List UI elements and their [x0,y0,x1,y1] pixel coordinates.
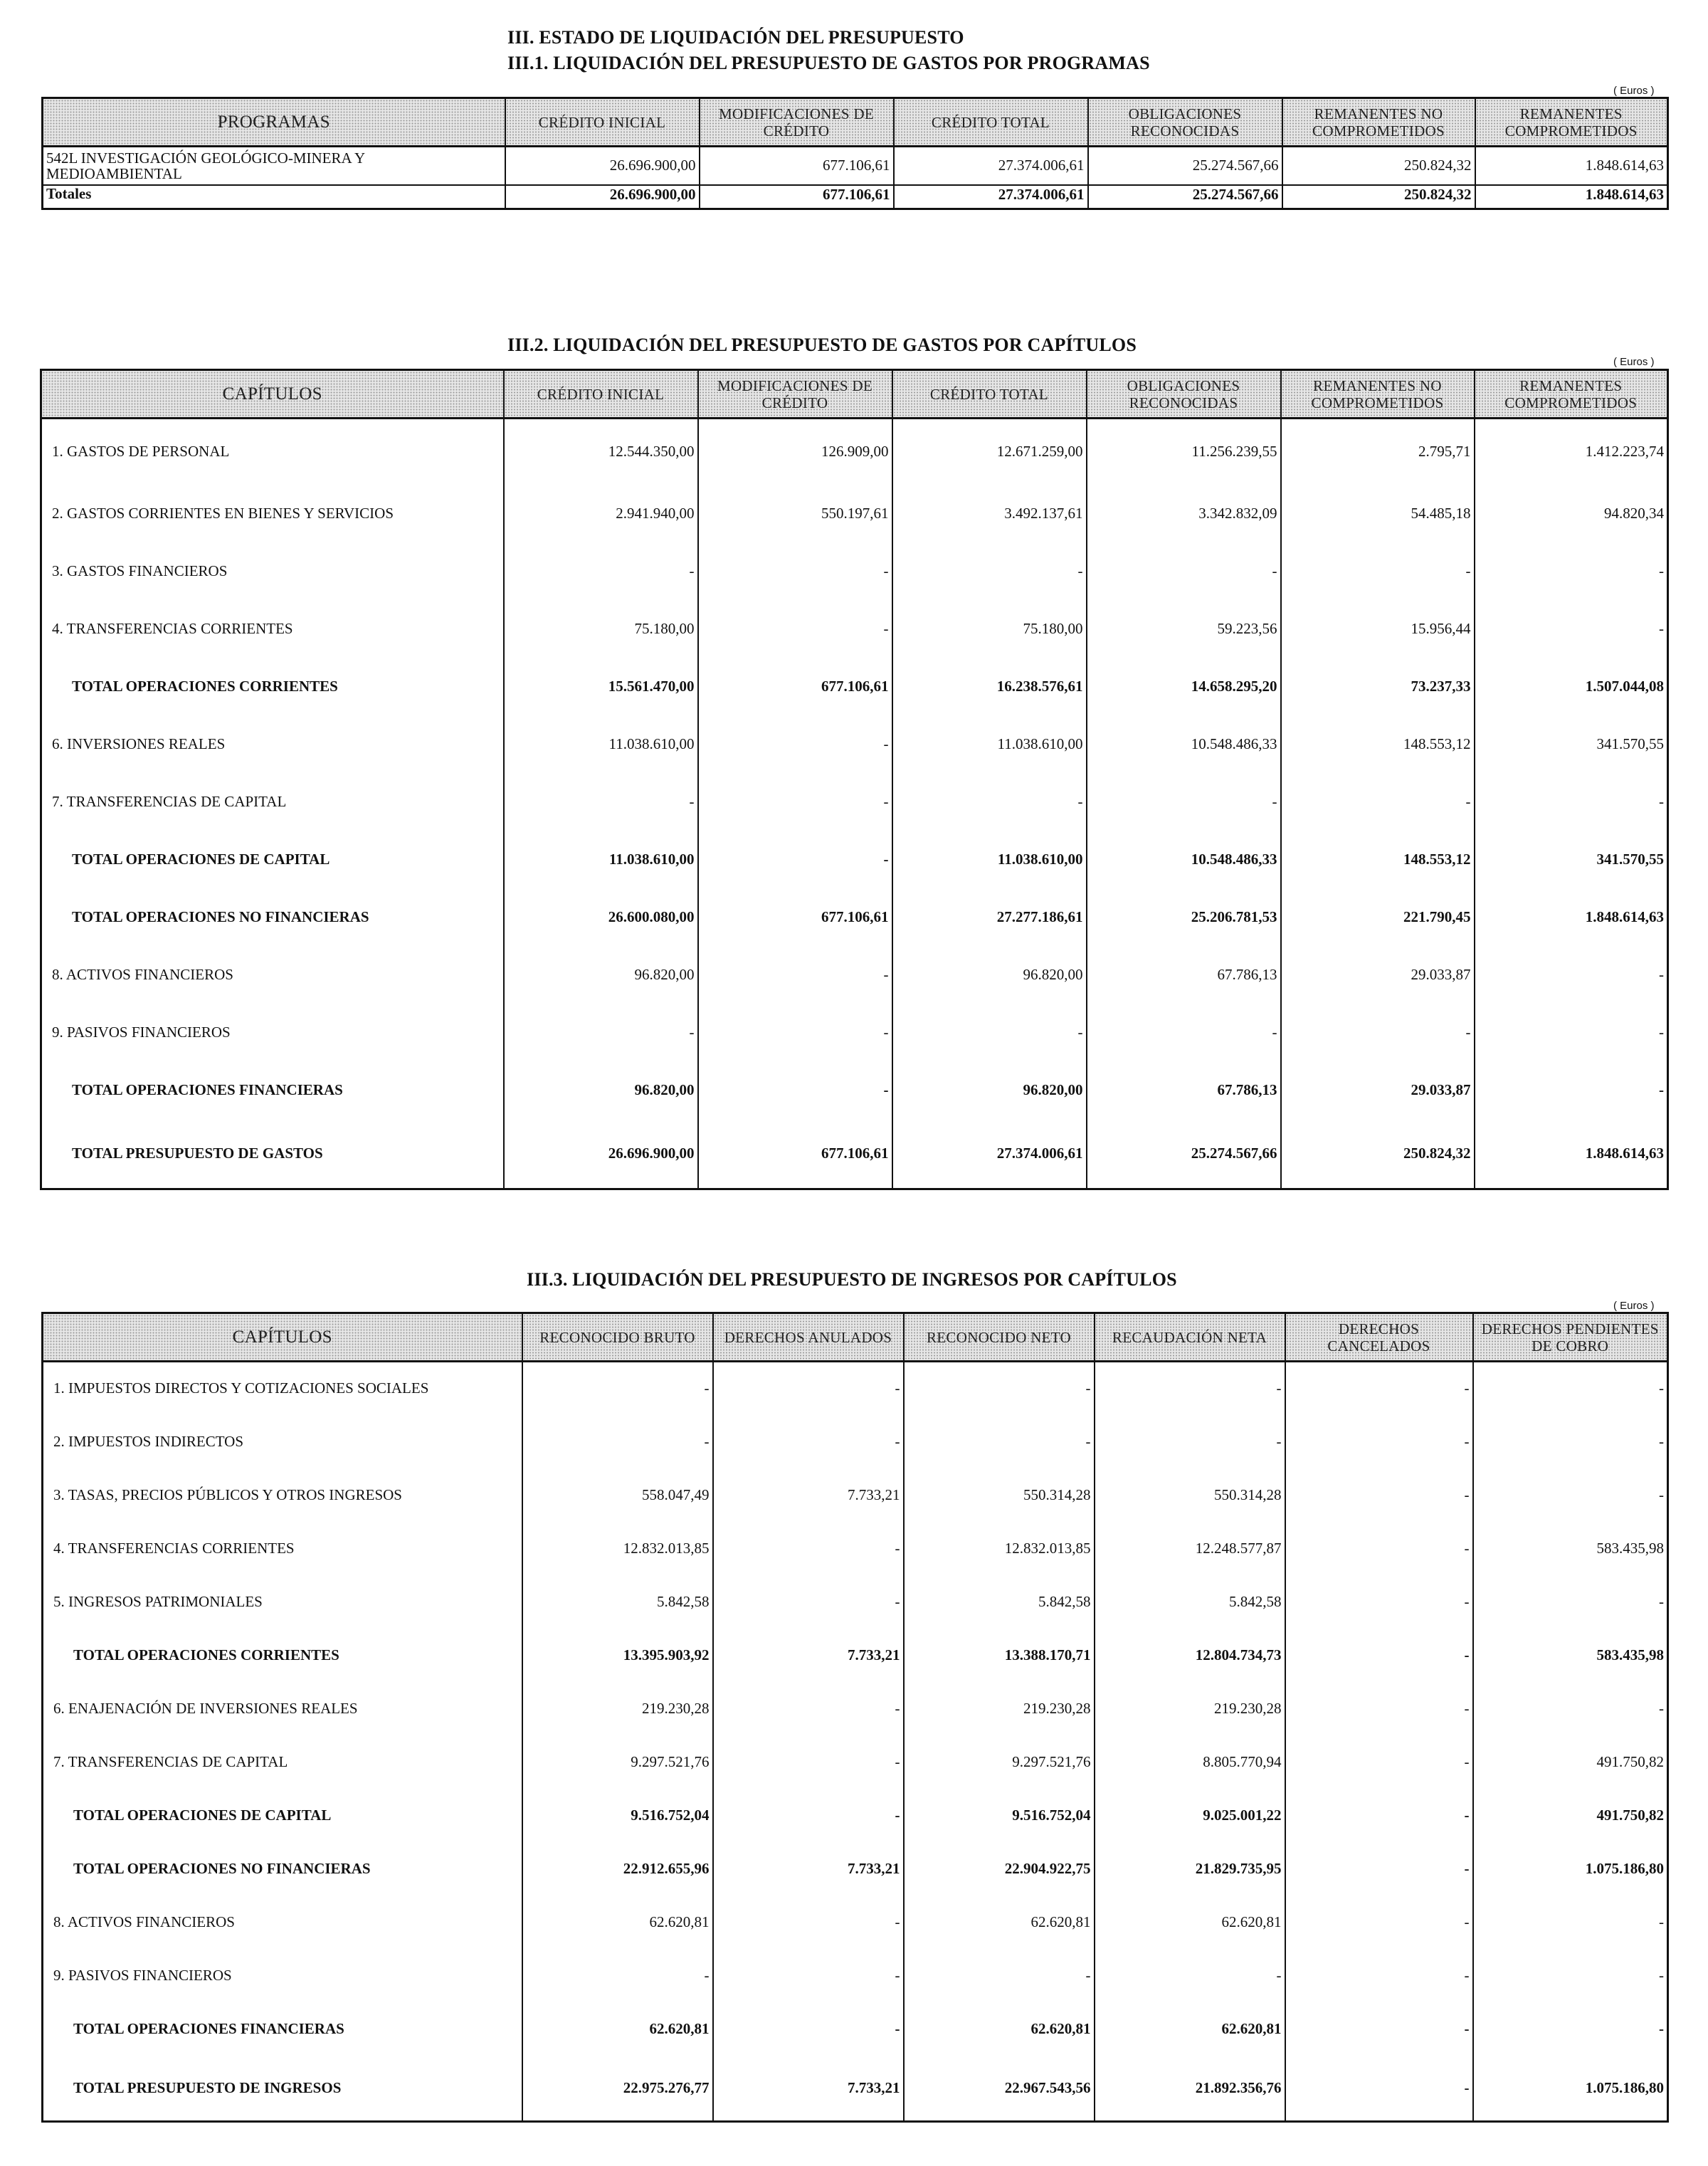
cell-derechos-anulados: 7.733,21 [713,2056,904,2122]
cell-credito-total: 75.180,00 [892,600,1087,658]
cell-derechos-anulados: - [713,1949,904,2002]
cell-credito-inicial: 26.696.900,00 [504,1119,698,1189]
cell-credito-total: 96.820,00 [892,946,1087,1004]
cell-remanentes-comprometidos: - [1475,600,1668,658]
table-row [43,1575,1668,1629]
row-label: TOTAL OPERACIONES CORRIENTES [43,1629,522,1682]
column-header-reconocido-neto: RECONOCIDO NETO [904,1313,1095,1362]
cell-reconocido-neto: - [904,1949,1095,2002]
row-label: 7. TRANSFERENCIAS DE CAPITAL [41,773,504,831]
cell-recaudacion-neta: 21.829.735,95 [1095,1842,1285,1896]
cell-credito-total: 27.277.186,61 [892,888,1087,946]
cell-modificaciones-de-credito: 677.106,61 [698,658,892,715]
cell-obligaciones-reconocidas: 3.342.832,09 [1087,485,1281,542]
column-header-remanentes-comprometidos: REMANENTES COMPROMETIDOS [1475,370,1668,419]
cell-recaudacion-neta: 12.248.577,87 [1095,1522,1285,1575]
cell-reconocido-neto: 62.620,81 [904,1896,1095,1949]
cell-remanentes-comprometidos: 1.507.044,08 [1475,658,1668,715]
cell-derechos-anulados: 7.733,21 [713,1629,904,1682]
total-row [43,1842,1668,1896]
column-header-derechos-cancelados: DERECHOS CANCELADOS [1285,1313,1473,1362]
cell-remanentes-no-comprometidos: 73.237,33 [1281,658,1475,715]
cell-obligaciones-reconocidas: 25.274.567,66 [1088,185,1282,209]
cell-reconocido-bruto: 13.395.903,92 [522,1629,713,1682]
cell-derechos-pendientes-de-cobro: 583.435,98 [1473,1522,1668,1575]
cell-reconocido-bruto: 12.832.013,85 [522,1522,713,1575]
cell-reconocido-bruto: 9.516.752,04 [522,1789,713,1842]
cell-credito-total: 27.374.006,61 [894,185,1088,209]
cell-credito-total: - [892,1004,1087,1061]
row-label: 2. IMPUESTOS INDIRECTOS [43,1415,522,1468]
table1-unit: ( Euros ) [1613,85,1655,97]
cell-modificaciones-de-credito: 550.197,61 [698,485,892,542]
column-header-derechos-anulados: DERECHOS ANULADOS [713,1313,904,1362]
column-header-capitulos: CAPÍTULOS [43,1313,522,1362]
cell-credito-inicial: 75.180,00 [504,600,698,658]
total-row [41,658,1668,715]
column-header-remanentes-no-comprometidos: REMANENTES NO COMPROMETIDOS [1281,370,1475,419]
cell-recaudacion-neta: 550.314,28 [1095,1468,1285,1522]
cell-derechos-anulados: - [713,1362,904,1415]
total-row [41,1119,1668,1189]
cell-derechos-cancelados: - [1285,1789,1473,1842]
cell-credito-total: 27.374.006,61 [894,147,1088,185]
cell-derechos-cancelados: - [1285,1522,1473,1575]
cell-reconocido-neto: 13.388.170,71 [904,1629,1095,1682]
row-label: TOTAL OPERACIONES CORRIENTES [41,658,504,715]
cell-remanentes-comprometidos: 1.848.614,63 [1475,147,1668,185]
cell-recaudacion-neta: - [1095,1415,1285,1468]
cell-reconocido-neto: 219.230,28 [904,1682,1095,1735]
cell-obligaciones-reconocidas: 14.658.295,20 [1087,658,1281,715]
row-label: TOTAL OPERACIONES FINANCIERAS [43,2002,522,2056]
cell-derechos-pendientes-de-cobro: - [1473,1575,1668,1629]
cell-obligaciones-reconocidas: 25.206.781,53 [1087,888,1281,946]
cell-obligaciones-reconocidas: - [1087,542,1281,600]
cell-derechos-cancelados: - [1285,1735,1473,1789]
cell-derechos-pendientes-de-cobro: 1.075.186,80 [1473,1842,1668,1896]
cell-reconocido-bruto: 62.620,81 [522,1896,713,1949]
cell-modificaciones-de-credito: - [698,831,892,888]
column-header-capitulos: CAPÍTULOS [41,370,504,419]
cell-recaudacion-neta: 8.805.770,94 [1095,1735,1285,1789]
cell-credito-inicial: 26.696.900,00 [505,147,700,185]
cell-remanentes-no-comprometidos: 29.033,87 [1281,946,1475,1004]
column-header-modificaciones-de-credito: MODIFICACIONES DE CRÉDITO [698,370,892,419]
table-row [41,600,1668,658]
table-row [43,1896,1668,1949]
cell-derechos-anulados: - [713,1735,904,1789]
row-label: 7. TRANSFERENCIAS DE CAPITAL [43,1735,522,1789]
cell-derechos-cancelados: - [1285,1575,1473,1629]
column-header-obligaciones-reconocidas: OBLIGACIONES RECONOCIDAS [1087,370,1281,419]
cell-credito-inicial: 96.820,00 [504,946,698,1004]
row-label: 8. ACTIVOS FINANCIEROS [41,946,504,1004]
cell-reconocido-bruto: 219.230,28 [522,1682,713,1735]
cell-derechos-pendientes-de-cobro: - [1473,2002,1668,2056]
cell-recaudacion-neta: 62.620,81 [1095,1896,1285,1949]
cell-reconocido-neto: 550.314,28 [904,1468,1095,1522]
cell-remanentes-comprometidos: - [1475,946,1668,1004]
column-header-programas: PROGRAMAS [43,98,505,147]
cell-remanentes-comprometidos: 1.412.223,74 [1475,419,1668,485]
cell-remanentes-comprometidos: - [1475,1004,1668,1061]
table-row [41,715,1668,773]
cell-derechos-pendientes-de-cobro: - [1473,1415,1668,1468]
cell-remanentes-no-comprometidos: 250.824,32 [1282,185,1475,209]
cell-derechos-anulados: 7.733,21 [713,1468,904,1522]
table-gastos-capitulos [40,369,1669,1190]
row-label: 6. ENAJENACIÓN DE INVERSIONES REALES [43,1682,522,1735]
cell-recaudacion-neta: 21.892.356,76 [1095,2056,1285,2122]
cell-derechos-cancelados: - [1285,1629,1473,1682]
table-row [43,147,1668,185]
cell-modificaciones-de-credito: 677.106,61 [700,185,894,209]
cell-remanentes-no-comprometidos: 2.795,71 [1281,419,1475,485]
cell-reconocido-neto: 12.832.013,85 [904,1522,1095,1575]
cell-obligaciones-reconocidas: 10.548.486,33 [1087,831,1281,888]
row-label: 4. TRANSFERENCIAS CORRIENTES [43,1522,522,1575]
cell-reconocido-neto: 9.516.752,04 [904,1789,1095,1842]
cell-derechos-anulados: - [713,1522,904,1575]
cell-credito-total: - [892,773,1087,831]
cell-obligaciones-reconocidas: 67.786,13 [1087,1061,1281,1119]
column-header-reconocido-bruto: RECONOCIDO BRUTO [522,1313,713,1362]
row-label: TOTAL OPERACIONES DE CAPITAL [41,831,504,888]
cell-credito-total: 16.238.576,61 [892,658,1087,715]
cell-credito-inicial: 26.600.080,00 [504,888,698,946]
cell-obligaciones-reconocidas: 67.786,13 [1087,946,1281,1004]
cell-reconocido-neto: - [904,1415,1095,1468]
cell-remanentes-no-comprometidos: 15.956,44 [1281,600,1475,658]
cell-remanentes-no-comprometidos: 250.824,32 [1282,147,1475,185]
cell-reconocido-bruto: 22.912.655,96 [522,1842,713,1896]
cell-modificaciones-de-credito: - [698,946,892,1004]
column-header-credito-inicial: CRÉDITO INICIAL [504,370,698,419]
cell-remanentes-comprometidos: 341.570,55 [1475,715,1668,773]
cell-recaudacion-neta: - [1095,1362,1285,1415]
table-row [41,485,1668,542]
cell-recaudacion-neta: 219.230,28 [1095,1682,1285,1735]
table-row [43,1468,1668,1522]
cell-reconocido-bruto: 62.620,81 [522,2002,713,2056]
cell-obligaciones-reconocidas: 25.274.567,66 [1088,147,1282,185]
cell-recaudacion-neta: 62.620,81 [1095,2002,1285,2056]
cell-modificaciones-de-credito: - [698,1004,892,1061]
cell-credito-inicial: 12.544.350,00 [504,419,698,485]
cell-reconocido-bruto: 558.047,49 [522,1468,713,1522]
table-row [41,946,1668,1004]
total-row [41,831,1668,888]
cell-remanentes-no-comprometidos: 29.033,87 [1281,1061,1475,1119]
row-label: 9. PASIVOS FINANCIEROS [41,1004,504,1061]
cell-reconocido-neto: 5.842,58 [904,1575,1095,1629]
row-label: 542L INVESTIGACIÓN GEOLÓGICO-MINERA Y MEDIOAMBIENTAL [43,147,505,185]
cell-reconocido-bruto: - [522,1362,713,1415]
table-row [43,1415,1668,1468]
column-header-recaudacion-neta: RECAUDACIÓN NETA [1095,1313,1285,1362]
section-title: III. ESTADO DE LIQUIDACIÓN DEL PRESUPUESTO [507,27,964,48]
cell-reconocido-neto: 22.967.543,56 [904,2056,1095,2122]
cell-credito-inicial: 96.820,00 [504,1061,698,1119]
table-row [41,773,1668,831]
cell-recaudacion-neta: 9.025.001,22 [1095,1789,1285,1842]
cell-reconocido-neto: 9.297.521,76 [904,1735,1095,1789]
cell-credito-total: 11.038.610,00 [892,715,1087,773]
total-row [41,888,1668,946]
cell-reconocido-neto: 62.620,81 [904,2002,1095,2056]
column-header-credito-total: CRÉDITO TOTAL [892,370,1087,419]
row-label: TOTAL OPERACIONES DE CAPITAL [43,1789,522,1842]
cell-derechos-anulados: - [713,1789,904,1842]
row-label: Totales [43,185,505,209]
cell-derechos-cancelados: - [1285,2056,1473,2122]
cell-obligaciones-reconocidas: 25.274.567,66 [1087,1119,1281,1189]
cell-derechos-pendientes-de-cobro: - [1473,1949,1668,2002]
cell-credito-inicial: 26.696.900,00 [505,185,700,209]
cell-credito-inicial: 2.941.940,00 [504,485,698,542]
cell-recaudacion-neta: 12.804.734,73 [1095,1629,1285,1682]
table1-title: III.1. LIQUIDACIÓN DEL PRESUPUESTO DE GASTOS POR PROGRAMAS [507,53,1150,73]
cell-modificaciones-de-credito: - [698,600,892,658]
total-row [43,2002,1668,2056]
cell-remanentes-no-comprometidos: - [1281,1004,1475,1061]
column-header-modificaciones-de-credito: MODIFICACIONES DE CRÉDITO [700,98,894,147]
column-header-obligaciones-reconocidas: OBLIGACIONES RECONOCIDAS [1088,98,1282,147]
cell-obligaciones-reconocidas: 10.548.486,33 [1087,715,1281,773]
cell-obligaciones-reconocidas: 59.223,56 [1087,600,1281,658]
cell-derechos-anulados: - [713,1575,904,1629]
table-row [43,1682,1668,1735]
row-label: 1. GASTOS DE PERSONAL [41,419,504,485]
cell-modificaciones-de-credito: - [698,542,892,600]
row-label: 6. INVERSIONES REALES [41,715,504,773]
row-label: TOTAL PRESUPUESTO DE GASTOS [41,1119,504,1189]
cell-reconocido-neto: 22.904.922,75 [904,1842,1095,1896]
row-label: TOTAL OPERACIONES NO FINANCIERAS [41,888,504,946]
table-row [43,1949,1668,2002]
cell-reconocido-bruto: - [522,1415,713,1468]
cell-derechos-pendientes-de-cobro: - [1473,1682,1668,1735]
cell-credito-inicial: - [504,542,698,600]
cell-derechos-anulados: - [713,1415,904,1468]
cell-credito-inicial: 15.561.470,00 [504,658,698,715]
row-label: TOTAL OPERACIONES NO FINANCIERAS [43,1842,522,1896]
cell-modificaciones-de-credito: 126.909,00 [698,419,892,485]
column-header-credito-total: CRÉDITO TOTAL [894,98,1088,147]
table3-unit: ( Euros ) [1613,1300,1655,1312]
cell-derechos-pendientes-de-cobro: 491.750,82 [1473,1735,1668,1789]
cell-derechos-cancelados: - [1285,2002,1473,2056]
cell-modificaciones-de-credito: - [698,773,892,831]
cell-remanentes-comprometidos: 1.848.614,63 [1475,185,1668,209]
row-label: 3. GASTOS FINANCIEROS [41,542,504,600]
cell-credito-total: 12.671.259,00 [892,419,1087,485]
row-label: 2. GASTOS CORRIENTES EN BIENES Y SERVICIOS [41,485,504,542]
cell-recaudacion-neta: 5.842,58 [1095,1575,1285,1629]
cell-remanentes-comprometidos: 1.848.614,63 [1475,888,1668,946]
table-ingresos-capitulos [41,1312,1669,2123]
table-row [43,1522,1668,1575]
column-header-derechos-pendientes-de-cobro: DERECHOS PENDIENTES DE COBRO [1473,1313,1668,1362]
cell-credito-total: 3.492.137,61 [892,485,1087,542]
cell-credito-total: 27.374.006,61 [892,1119,1087,1189]
cell-credito-inicial: 11.038.610,00 [504,715,698,773]
cell-modificaciones-de-credito: 677.106,61 [700,147,894,185]
cell-credito-total: - [892,542,1087,600]
cell-derechos-cancelados: - [1285,1468,1473,1522]
total-row [43,185,1668,209]
cell-reconocido-bruto: - [522,1949,713,2002]
cell-remanentes-comprometidos: - [1475,773,1668,831]
cell-reconocido-neto: - [904,1362,1095,1415]
cell-derechos-pendientes-de-cobro: 583.435,98 [1473,1629,1668,1682]
cell-modificaciones-de-credito: - [698,715,892,773]
cell-derechos-pendientes-de-cobro: 491.750,82 [1473,1789,1668,1842]
cell-credito-inicial: - [504,1004,698,1061]
cell-obligaciones-reconocidas: - [1087,773,1281,831]
row-label: 1. IMPUESTOS DIRECTOS Y COTIZACIONES SOCIALES [43,1362,522,1415]
cell-obligaciones-reconocidas: - [1087,1004,1281,1061]
cell-remanentes-comprometidos: - [1475,542,1668,600]
column-header-remanentes-comprometidos: REMANENTES COMPROMETIDOS [1475,98,1668,147]
cell-derechos-anulados: 7.733,21 [713,1842,904,1896]
table-row [43,1362,1668,1415]
cell-recaudacion-neta: - [1095,1949,1285,2002]
column-header-credito-inicial: CRÉDITO INICIAL [505,98,700,147]
total-row [43,1629,1668,1682]
cell-obligaciones-reconocidas: 11.256.239,55 [1087,419,1281,485]
cell-remanentes-no-comprometidos: - [1281,542,1475,600]
total-row [43,1789,1668,1842]
cell-derechos-cancelados: - [1285,1682,1473,1735]
table-row [41,419,1668,485]
total-row [41,1061,1668,1119]
cell-credito-total: 96.820,00 [892,1061,1087,1119]
cell-derechos-cancelados: - [1285,1842,1473,1896]
cell-derechos-cancelados: - [1285,1362,1473,1415]
cell-remanentes-no-comprometidos: 54.485,18 [1281,485,1475,542]
table-gastos-programas [41,97,1669,210]
table2-unit: ( Euros ) [1613,356,1655,368]
cell-remanentes-comprometidos: - [1475,1061,1668,1119]
cell-derechos-cancelados: - [1285,1896,1473,1949]
row-label: 5. INGRESOS PATRIMONIALES [43,1575,522,1629]
cell-derechos-cancelados: - [1285,1415,1473,1468]
column-header-remanentes-no-comprometidos: REMANENTES NO COMPROMETIDOS [1282,98,1475,147]
cell-reconocido-bruto: 5.842,58 [522,1575,713,1629]
cell-derechos-pendientes-de-cobro: - [1473,1362,1668,1415]
table-row [41,1004,1668,1061]
cell-remanentes-no-comprometidos: 221.790,45 [1281,888,1475,946]
cell-derechos-pendientes-de-cobro: - [1473,1896,1668,1949]
row-label: 4. TRANSFERENCIAS CORRIENTES [41,600,504,658]
cell-derechos-pendientes-de-cobro: 1.075.186,80 [1473,2056,1668,2122]
cell-reconocido-bruto: 9.297.521,76 [522,1735,713,1789]
row-label: 9. PASIVOS FINANCIEROS [43,1949,522,2002]
cell-credito-inicial: 11.038.610,00 [504,831,698,888]
table3-title: III.3. LIQUIDACIÓN DEL PRESUPUESTO DE INGRESOS POR CAPÍTULOS [527,1269,1177,1290]
row-label: 3. TASAS, PRECIOS PÚBLICOS Y OTROS INGRESOS [43,1468,522,1522]
cell-derechos-anulados: - [713,1896,904,1949]
table2-title: III.2. LIQUIDACIÓN DEL PRESUPUESTO DE GASTOS POR CAPÍTULOS [507,335,1137,355]
table-row [43,1735,1668,1789]
row-label: TOTAL OPERACIONES FINANCIERAS [41,1061,504,1119]
cell-modificaciones-de-credito: 677.106,61 [698,888,892,946]
cell-modificaciones-de-credito: 677.106,61 [698,1119,892,1189]
cell-remanentes-comprometidos: 1.848.614,63 [1475,1119,1668,1189]
cell-modificaciones-de-credito: - [698,1061,892,1119]
cell-credito-total: 11.038.610,00 [892,831,1087,888]
cell-derechos-cancelados: - [1285,1949,1473,2002]
cell-credito-inicial: - [504,773,698,831]
cell-remanentes-no-comprometidos: 148.553,12 [1281,831,1475,888]
cell-derechos-pendientes-de-cobro: - [1473,1468,1668,1522]
total-row [43,2056,1668,2122]
cell-derechos-anulados: - [713,1682,904,1735]
cell-remanentes-no-comprometidos: 250.824,32 [1281,1119,1475,1189]
row-label: 8. ACTIVOS FINANCIEROS [43,1896,522,1949]
cell-remanentes-comprometidos: 341.570,55 [1475,831,1668,888]
row-label: TOTAL PRESUPUESTO DE INGRESOS [43,2056,522,2122]
cell-remanentes-no-comprometidos: 148.553,12 [1281,715,1475,773]
cell-remanentes-no-comprometidos: - [1281,773,1475,831]
cell-remanentes-comprometidos: 94.820,34 [1475,485,1668,542]
cell-reconocido-bruto: 22.975.276,77 [522,2056,713,2122]
table-row [41,542,1668,600]
cell-derechos-anulados: - [713,2002,904,2056]
